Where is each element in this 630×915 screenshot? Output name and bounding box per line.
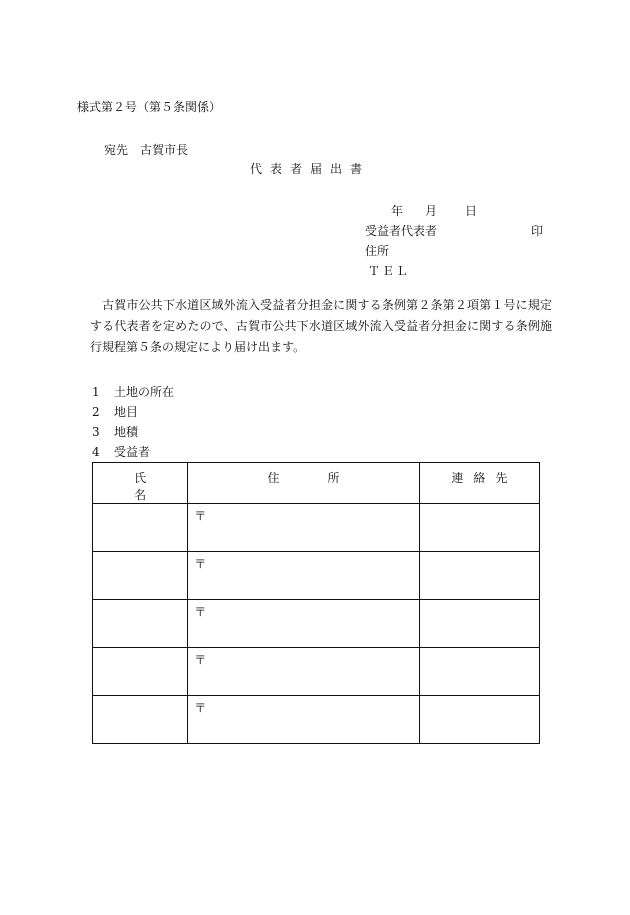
applicant-tel-label: ＴＥＬ (368, 264, 411, 278)
contact-cell[interactable] (419, 504, 539, 552)
date-month-label: 月 (425, 204, 438, 218)
postal-mark: 〒 (194, 509, 207, 523)
representative-label: 受益者代表者 (365, 224, 438, 238)
applicant-address-label: 住所 (365, 244, 390, 258)
header-address: 住所 (188, 463, 420, 504)
addressee-name: 古賀市長 (140, 143, 189, 157)
item-number: 3 (92, 425, 100, 439)
document-title: 代表者届出書 (250, 162, 371, 176)
address-cell[interactable] (188, 504, 420, 552)
name-cell[interactable] (93, 600, 188, 648)
table-row (93, 552, 540, 600)
address-cell[interactable] (188, 552, 420, 600)
date-year-label: 年 (391, 204, 404, 218)
address-cell[interactable] (188, 696, 420, 744)
name-cell[interactable] (93, 552, 188, 600)
date-day-label: 日 (465, 204, 478, 218)
table-row (93, 648, 540, 696)
table-header-row (93, 463, 540, 504)
contact-cell[interactable] (419, 696, 539, 744)
item-label: 地目 (114, 405, 139, 419)
seal-mark: 印 (531, 224, 544, 238)
name-cell[interactable] (93, 696, 188, 744)
table-row (93, 600, 540, 648)
postal-mark: 〒 (194, 701, 207, 715)
contact-cell[interactable] (419, 552, 539, 600)
contact-cell[interactable] (419, 600, 539, 648)
addressee (104, 144, 188, 156)
item-label: 土地の所在 (114, 385, 175, 399)
date-line (391, 205, 477, 217)
item-label: 地積 (114, 425, 139, 439)
header-name: 氏名 (93, 463, 188, 504)
item-beneficiaries (92, 446, 150, 458)
table-row (93, 696, 540, 744)
beneficiary-table (92, 462, 540, 744)
name-cell[interactable] (93, 648, 188, 696)
item-number: 4 (92, 445, 100, 459)
item-number: 1 (92, 385, 100, 399)
address-cell[interactable] (188, 600, 420, 648)
postal-mark: 〒 (194, 557, 207, 571)
item-land-location (92, 386, 174, 398)
item-land-area (92, 426, 138, 438)
postal-mark: 〒 (194, 653, 207, 667)
address-cell[interactable] (188, 648, 420, 696)
form-number-label: 様式第２号（第５条関係） (77, 100, 222, 114)
postal-mark: 〒 (194, 605, 207, 619)
table-row (93, 504, 540, 552)
item-land-category (92, 406, 138, 418)
item-label: 受益者 (114, 445, 151, 459)
header-contact: 連絡先 (419, 463, 539, 504)
name-cell[interactable] (93, 504, 188, 552)
declaration-text: 古賀市公共下水道区域外流入受益者分担金に関する条例第２条第２項第１号に規定する代表者を定めたので、古賀市公共下水道区域外流入受益者分担金に関する条例施行規程第５条の規定により届け出ます。 (90, 298, 552, 354)
addressee-label: 宛先 (104, 143, 129, 157)
item-number: 2 (92, 405, 100, 419)
contact-cell[interactable] (419, 648, 539, 696)
